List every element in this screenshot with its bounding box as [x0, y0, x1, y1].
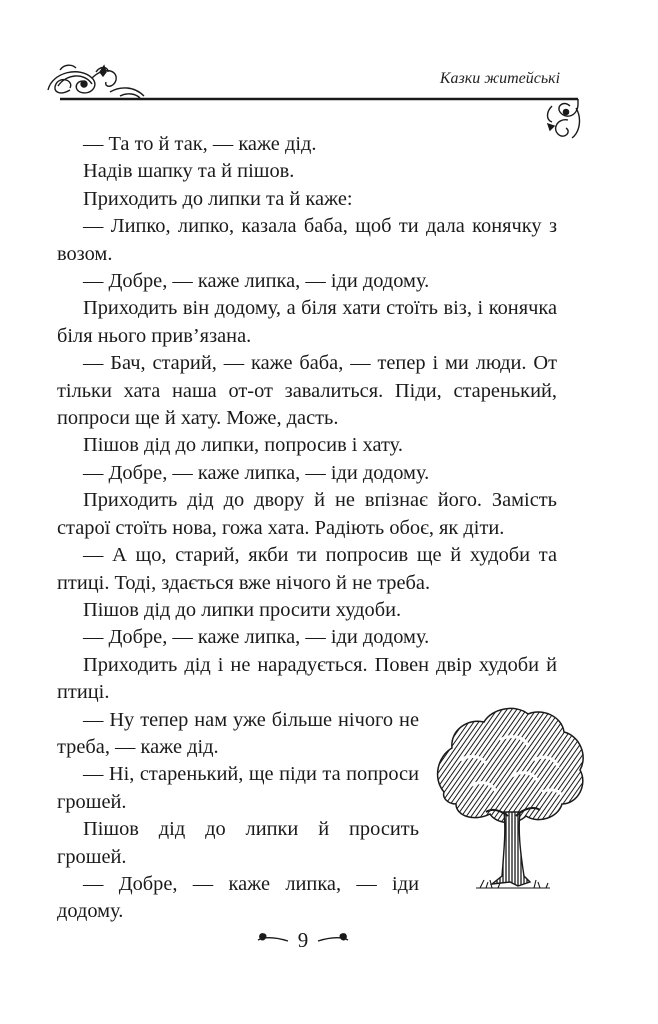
- paragraph: Пішов дід до липки просити худоби.: [83, 598, 402, 621]
- paragraph: — Ні, старенький, ще піди та попроси грошей.: [57, 763, 419, 813]
- paragraph: Приходить дід до двору й не впізнає його. Замість старої стоїть нова, гожа хата. Радіють обоє, як діти.: [57, 489, 557, 539]
- paragraph: Приходить дід і не нарадується. Повен двір худоби й птиці.: [57, 653, 557, 704]
- paragraph: — Добре, — каже липка, — іди додому.: [83, 270, 430, 293]
- paragraph: Пішов дід до липки й просить грошей.: [57, 818, 419, 868]
- page-number: 9: [297, 928, 309, 952]
- paragraph: Пішов дід до липки, попросив і хату.: [83, 434, 403, 457]
- paragraph: — Ну тепер нам уже більше нічого не треба, — каже дід.: [57, 708, 419, 758]
- tree-illustration: [430, 700, 588, 900]
- paragraph: Приходить до липки та й каже:: [83, 187, 353, 210]
- paragraph: Надів шапку та й пішов.: [83, 160, 295, 183]
- paragraph: Приходить він додому, а біля хати стоїть віз, і конячка біля нього прив’язана.: [57, 297, 557, 347]
- paragraph: — Добре, — каже липка, — іди додому.: [57, 872, 419, 923]
- running-header-title: Казки житейські: [439, 70, 561, 87]
- paragraph: — Добре, — каже липка, — іди додому.: [83, 626, 430, 649]
- paragraph: — Бач, старий, — каже баба, — тепер і ми люди. От тільки хата наша от-от завалиться. Піди, старенький, попроси ще й хату. Може, дасть.: [57, 352, 557, 430]
- flourish-ornament-icon: [48, 65, 144, 98]
- paragraph: — Липко, липко, казала баба, щоб ти дала конячку з возом.: [57, 215, 557, 265]
- paragraph: — А що, старий, якби ти попросив ще й худоби та птиці. Тоді, здається вже нічого й не треба.: [57, 544, 557, 594]
- tree-canopy: [438, 708, 584, 822]
- paragraph: — Добре, — каже липка, — іди додому.: [83, 461, 430, 484]
- tree-trunk: [486, 808, 540, 886]
- paragraph: — Та то й так, — каже дід.: [83, 133, 317, 155]
